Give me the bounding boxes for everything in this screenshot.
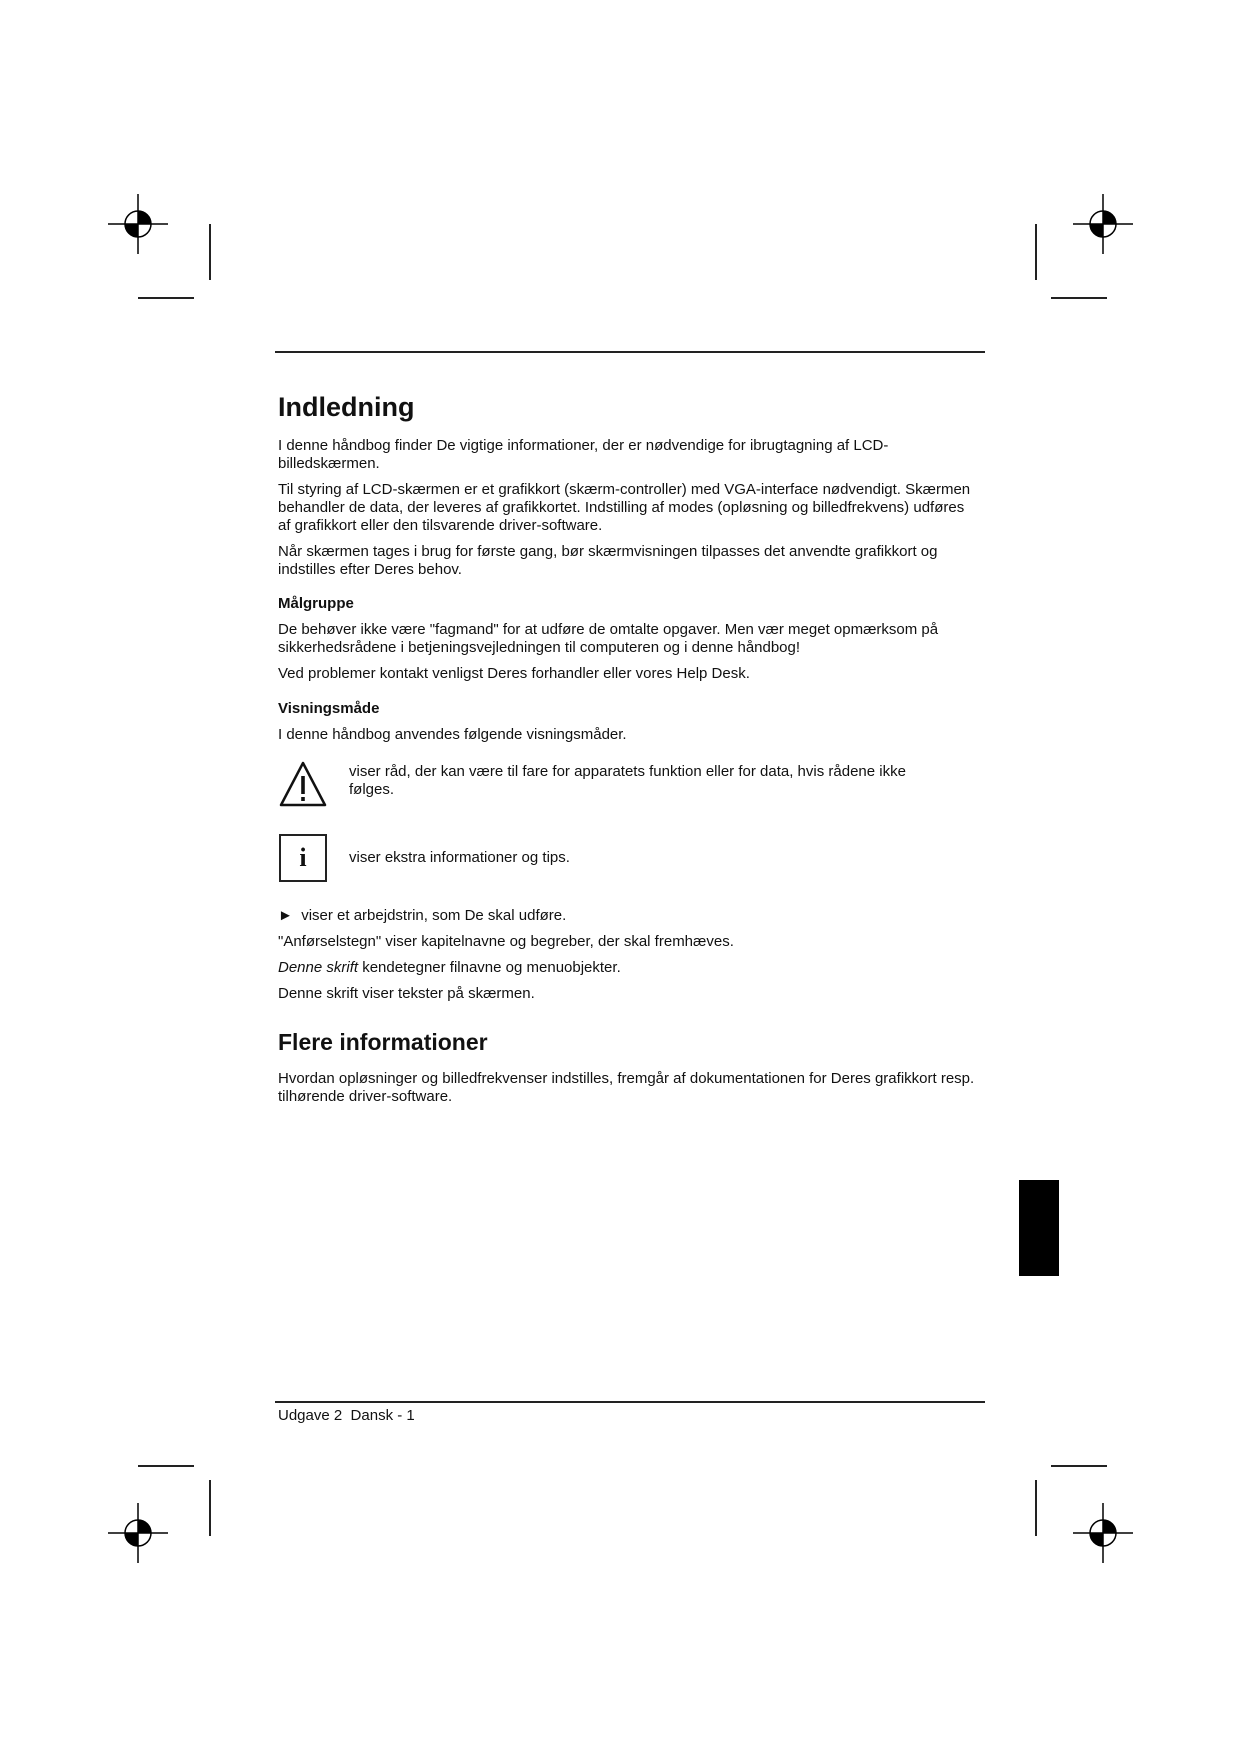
info-note-text: viser ekstra informationer og tips.: [349, 849, 570, 866]
italic-sample: Denne skrift: [278, 959, 359, 976]
step-text: viser et arbejdstrin, som De skal udføre.: [301, 907, 567, 924]
header-rule: [275, 351, 985, 353]
section-title: Indledning: [278, 392, 415, 422]
more-info-text: Hvordan opløsninger og billedfrekvenser indstilles, fremgår af dokumentationen for Deres grafikkort resp. tilhørende driver-software.: [278, 1070, 975, 1105]
quotes-convention: "Anførselstegn" viser kapitelnavne og begreber, der skal fremhæves.: [278, 933, 734, 950]
page-footer: Udgave 2 Dansk - 1: [278, 1407, 415, 1424]
step-line: [278, 907, 978, 925]
intro-paragraph: I denne håndbog finder De vigtige informationer, der er nødvendige for ibrugtagning af LCD-billedskærmen.: [278, 437, 889, 472]
step-marker-icon: ►: [278, 907, 293, 924]
intro-paragraph: Når skærmen tages i brug for første gang, bør skærmvisningen tilpasses det anvendte grafikkort og indstilles efter Deres behov.: [278, 543, 938, 578]
italic-text: kendetegner filnavne og menuobjekter.: [362, 959, 621, 976]
info-glyph: i: [299, 843, 307, 872]
conventions-intro: I denne håndbog anvendes følgende visningsmåder.: [278, 726, 627, 743]
crop-mark: [1035, 1480, 1037, 1536]
info-icon: [279, 834, 327, 882]
more-info-title: Flere informationer: [278, 1029, 488, 1055]
registration-mark-icon: [108, 194, 168, 254]
crop-mark: [209, 224, 211, 280]
crop-mark: [1051, 1465, 1107, 1467]
target-group-paragraph: De behøver ikke være "fagmand" for at udføre de omtalte opgaver. Men vær meget opmærksom på sikkerhedsrådene i betjeningsvejledningen til computeren og i denne håndbog!: [278, 621, 939, 656]
crop-mark: [1035, 224, 1037, 280]
warning-triangle-icon: [278, 760, 328, 808]
conventions-heading: Visningsmåde: [278, 700, 380, 717]
crop-mark: [138, 1465, 194, 1467]
target-group-paragraph: Ved problemer kontakt venligst Deres forhandler eller vores Help Desk.: [278, 665, 750, 682]
target-group-heading: Målgruppe: [278, 595, 354, 612]
registration-mark-icon: [1073, 194, 1133, 254]
registration-mark-icon: [108, 1503, 168, 1563]
registration-mark-icon: [1073, 1503, 1133, 1563]
crop-mark: [209, 1480, 211, 1536]
intro-paragraph: Til styring af LCD-skærmen er et grafikkort (skærm-controller) med VGA-interface nødvendigt. Skærmen behandler de data, der leveres af grafikkortet. Indstilling af modes (opløsning og billedfrekvens) udføres af grafikkort eller den tilsvarende driver-software.: [278, 481, 971, 534]
warning-note-text: viser råd, der kan være til fare for apparatets funktion eller for data, hvis rådene ikke følges.: [349, 763, 906, 798]
screen-text-convention: Denne skrift viser tekster på skærmen.: [278, 985, 535, 1002]
footer-rule: [275, 1401, 985, 1403]
italic-convention: [278, 959, 978, 977]
chapter-tab: [1019, 1180, 1059, 1276]
crop-mark: [138, 297, 194, 299]
crop-mark: [1051, 297, 1107, 299]
